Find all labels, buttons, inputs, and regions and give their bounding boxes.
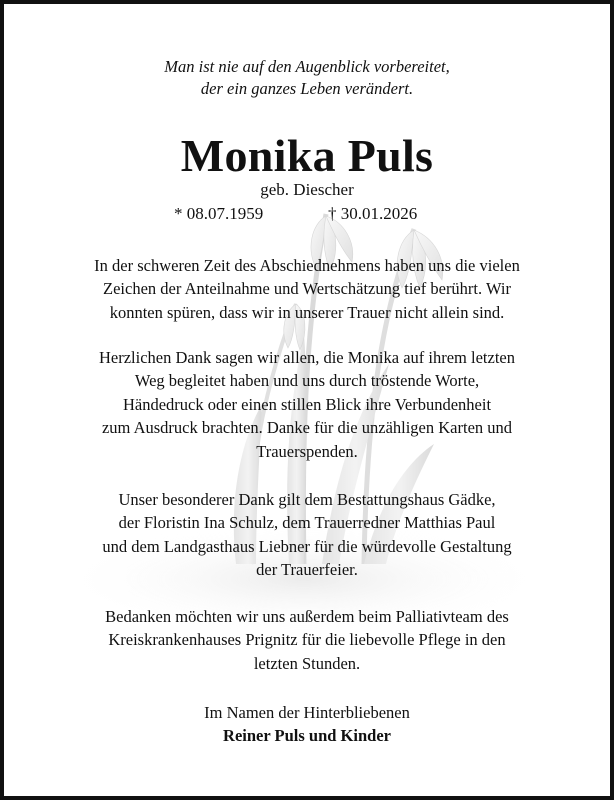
text-line: letzten Stunden. [253,653,361,673]
text-line: und dem Landgasthaus Liebner für die würdevolle Gestaltung [102,536,512,556]
paragraph-besonderer-dank [4,488,610,582]
text-line: Herzlichen Dank sagen wir allen, die Monika auf ihrem letzten [98,348,515,367]
text-line: Trauerspenden. [256,441,358,461]
text-line: Händedruck oder einen stillen Blick ihre Verbundenheit [122,394,492,414]
text-line: Weg begleitet haben und uns durch tröstende Worte, [134,371,480,391]
motto-line-2: der ein ganzes Leben verändert. [200,79,414,98]
closing-line: Im Namen der Hinterbliebenen [204,703,410,722]
death-date: † 30.01.2026 [328,204,418,223]
notice-content [4,4,610,796]
text-line: der Floristin Ina Schulz, dem Trauerredner Matthias Paul [118,513,496,533]
signers: Reiner Puls und Kinder [223,726,391,745]
motto-line-1: Man ist nie auf den Augenblick vorbereitet, [164,57,450,76]
paragraph-anteilnahme [4,254,610,324]
text-line: In der schweren Zeit des Abschiednehmens haben uns die vielen [94,256,520,275]
text-line: Zeichen der Anteilnahme und Wertschätzung tief berührt. Wir [103,279,511,299]
birth-name: geb. Diescher [260,180,354,199]
text-line: Unser besonderer Dank gilt dem Bestattungshaus Gädke, [118,490,496,509]
text-line: der Trauerfeier. [256,560,358,580]
text-line: konnten spüren, dass wir in unserer Trauer nicht allein sind. [109,302,505,322]
deceased-name: Monika Puls [180,130,434,181]
text-line: zum Ausdruck brachten. Danke für die unzähligen Karten und [101,418,513,438]
text-line: Bedanken möchten wir uns außerdem beim Palliativteam des [105,607,509,626]
paragraph-dank [4,346,610,463]
paragraph-palliativteam [4,605,610,675]
birth-date: * 08.07.1959 [174,204,264,223]
text-line: Kreiskrankenhauses Prignitz für die liebevolle Pflege in den [108,630,506,650]
